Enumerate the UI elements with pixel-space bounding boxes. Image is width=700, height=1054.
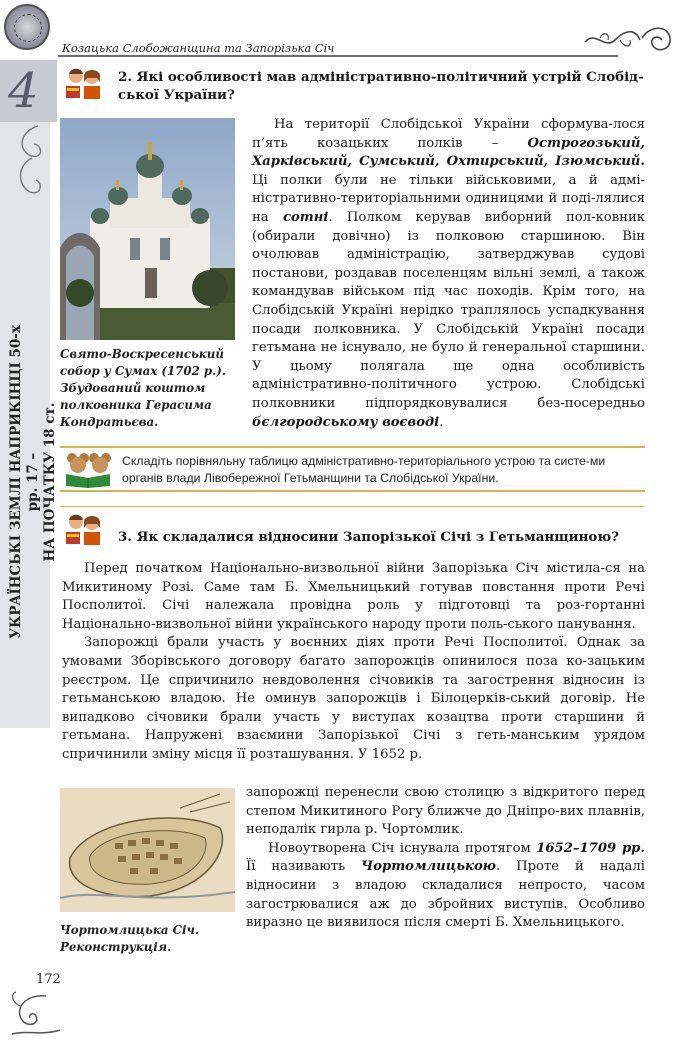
s2-voivode: бєлгородському воєводі bbox=[252, 414, 440, 430]
section2-heading bbox=[118, 68, 648, 104]
chapter-number: 4 bbox=[8, 63, 39, 119]
s2-text-c: . Полком керував виборний пол-ковник (обирали довічно) із полковою старшиною. Він очолював адміністрацію, затверджував судові постанови, роздавав поселенцям вільні землі, а також командував військом під час походів. Крім того, на Слобідській Україні нерідко траплялось успадкування посади полковника. У Слобідській Україні посади гетьмана не існувало, не було й генеральної старшини. У цьому полягала ще одна особливість адміністративно-політичного устрою. Слобідські полковники підпорядковувалися без-посередньо bbox=[252, 209, 645, 411]
footer-ornament-icon bbox=[6, 990, 66, 1042]
s2-text-b: Ці полки були не тільки військовими, а й адмі-ністративно-територіальними одиницями й поді-лялися на bbox=[252, 172, 645, 225]
vertical-title-line2: НА ПОЧАТКУ 18 ст. bbox=[42, 402, 58, 562]
s3-p3-a: Новоутворена Січ існувала протягом bbox=[268, 840, 537, 856]
s2-regiments: Острогозький, Харківський, Сумський, Охтирський, Ізюмський. bbox=[252, 135, 645, 170]
vertical-chapter-title bbox=[8, 317, 62, 647]
sich-reconstruction-drawing bbox=[60, 788, 235, 912]
side-ornament-icon bbox=[8, 122, 48, 202]
s3-p2-cont: запорожці перенесли свою столицю з відкритого перед степом Микитиного Рогу ближче до Дніпро-вих плавнів, неподалік гирла р. Чортомлик. bbox=[246, 785, 645, 838]
section3-heading: 3. Як складалися відносини Запорізької Січі з Гетьманщиною? bbox=[118, 529, 619, 545]
students-reading-icon bbox=[62, 66, 106, 102]
s2-text-a: На території Слобідської України сформува-лося п’ять козацьких полків – bbox=[252, 117, 645, 151]
vertical-title-line1: УКРАЇНСЬКІ ЗЕМЛІ НАПРИКІНЦІ 50-х рр. 17 – bbox=[8, 325, 41, 639]
cathedral-photo bbox=[60, 118, 235, 340]
s2-text-d: . bbox=[439, 414, 444, 430]
task-rule-top bbox=[60, 446, 645, 448]
section3-rule bbox=[60, 506, 645, 507]
cathedral-caption: Свято-Воскресенський собор у Сумах (1702 р.). Збудований коштом полковника Герасима Кондратьєва. bbox=[60, 347, 226, 429]
seal-logo bbox=[4, 4, 50, 50]
section2-heading-line1: 2. Які особливості мав адміністративно-політичний устрій Слобід- bbox=[118, 69, 644, 85]
s3-sich-name: Чортомлицькою bbox=[361, 859, 496, 875]
running-header: Козацька Слобожанщина та Запорізька Січ bbox=[62, 41, 335, 55]
task-text: Складіть порівняльну таблицю адміністративно-територіального устрою та систе-ми органів влади Лівобережної Гетьманщини та Слобідської України. bbox=[122, 454, 606, 485]
students-reading-icon-2 bbox=[62, 512, 106, 548]
task-rule-bottom bbox=[60, 490, 645, 492]
section2-heading-line2: ської України? bbox=[118, 87, 235, 103]
ornament-icon bbox=[580, 20, 680, 60]
s3-p3-c: . Проте й надалі відносини з владою складалися непросто, часом загострювалися аж до збройних виступів. Особливо виразно це виявилося після смерті Б. Хмельницького. bbox=[246, 859, 645, 931]
s2-sotni: сотні bbox=[282, 209, 329, 225]
reading-mice-icon bbox=[62, 450, 114, 488]
page-number: 172 bbox=[36, 972, 61, 987]
s3-p2: Запорожці брали участь у воєнних діях проти Речі Посполитої. Однак за умовами Зборівського договору багато запорожців опинилося поза ко-зацьким реєстром. Це спричинило невдоволення січовиків та загострення відносин із гетьманською владою. Не оминув запорожців і Білоцерків-ський договір. Не випадково січовики брали участь у виступах козацтва проти старшини й гетьмана. Напружені взаємини Запорізької Січі з геть-манським урядом спричинили зміну місця її розташування. У 1652 р. bbox=[62, 635, 645, 762]
s3-p3-b: Її називають bbox=[246, 859, 362, 875]
section2-paragraph bbox=[252, 116, 645, 432]
section3-paragraph-1 bbox=[62, 560, 645, 765]
s3-years: 1652–1709 рр. bbox=[536, 840, 645, 856]
sich-caption: Чортомлицька Січ. Реконструкція. bbox=[60, 923, 200, 954]
s3-p1: Перед початком Національно-визвольної війни Запорізька Січ містила-ся на Микитиному Розі. Саме там Б. Хмельницький готував повстання проти Речі Посполитої. Січі належала провідна роль у підготовці та роз-гортанні Національно-визвольної війни українського народу проти поль-ського панування. bbox=[62, 561, 645, 632]
header-rule bbox=[58, 55, 618, 57]
section3-paragraph-2 bbox=[246, 784, 645, 933]
